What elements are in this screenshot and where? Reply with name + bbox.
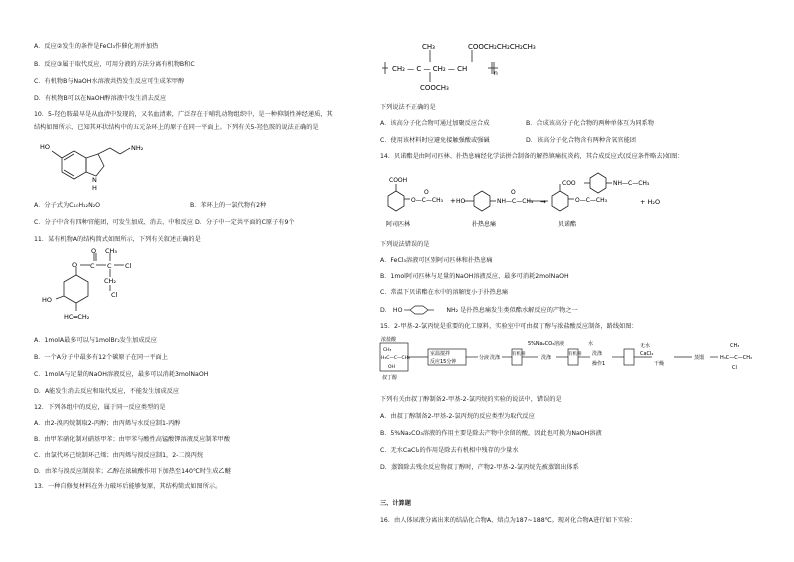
- flow-product-cl: Cl: [732, 365, 737, 371]
- q11-option-a: A．1molA最多可以与1molBr₂发生加成反应: [34, 337, 157, 344]
- q14-option-d-ho: HO: [392, 307, 403, 314]
- q10-stem-line2: 结构如图所示，已知其环状结构中的五元杂环上的原子在同一平面上。下列有关5-羟色胺的说法正确的是: [34, 124, 319, 131]
- q14-option-b: B．1mol阿司匹林与足量的NaOH溶液反应，最多可消耗2molNaOH: [380, 273, 569, 280]
- flow-organic1-label: 有机相: [512, 352, 526, 357]
- q11-option-d: D．A能发生消去反应和取代反应，不能发生加成反应: [34, 388, 180, 395]
- q13-polymer-diagram: [380, 40, 580, 102]
- flow-product-main: H₃C—C—CH₃: [720, 355, 753, 361]
- q10-option-b: B．苯环上的一氯代物有2种: [190, 202, 267, 209]
- q15-ask: 下列有关由叔丁醇制备2-甲基-2-氯丙烷的实验的说法中，错误的是: [380, 396, 562, 403]
- q14-arrow: →: [540, 198, 546, 206]
- flow-organic2-label: 有机相: [568, 352, 582, 357]
- flow-water-label: 水: [588, 341, 594, 347]
- q11-cl2-label: Cl: [111, 291, 118, 299]
- flow-tbuoh-label: 叔丁醇: [382, 375, 398, 381]
- q10-stem-line1: 10．5-羟色胺最早是从血清中发现的，又名血清素，广泛存在于哺乳动物组织中，是一种抑制性神经递质，其: [34, 111, 333, 118]
- q14-ester1-label: O—C—CH₃: [411, 197, 444, 204]
- q13-option-a: A．该高分子化合物可通过加聚反应合成: [380, 120, 490, 127]
- q14-cooh-label: COOH: [389, 177, 408, 184]
- q14-plus1-label: +: [450, 197, 456, 205]
- q14-option-d-ring-icon: [404, 305, 444, 315]
- q14-ask: 下列说法错误的是: [380, 241, 430, 248]
- q13-stem: 13．一种自修复材料在外力破坏后能够复原，其结构简式如图所示。: [34, 483, 222, 490]
- q14-o2-label: O: [511, 189, 516, 196]
- flow-wash1-label: 洗涤: [490, 355, 501, 361]
- q11-o1-label: O: [72, 261, 78, 269]
- q12-option-d: D．由苯与溴反应制溴苯；乙醇在浓硫酸作用下加热至140℃时生成乙醚: [34, 468, 231, 475]
- q12-option-a: A．由2-溴丙烷制取2-丙醇；由丙烯与水反应制1-丙醇: [34, 420, 181, 427]
- q11-structure-diagram: [34, 247, 154, 329]
- q14-o1-label: O: [424, 189, 429, 196]
- q13-option-d: D．该高分子化合物含有两种含氧官能团: [526, 137, 636, 144]
- q10-nh2-label: NH₂: [131, 144, 144, 152]
- q15-option-a: A．由叔丁醇制备2-甲基-2-氯丙烷的反应类型为取代反应: [380, 413, 535, 420]
- q12-option-c: C．由氯代环己烷制环己烯；由丙烯与溴反应制1，2-二溴丙烷: [34, 452, 204, 459]
- q11-c-label: C: [90, 262, 95, 270]
- flow-op1-label: 操作1: [592, 361, 606, 367]
- q9-option-a: A．反应②发生的条件是FeCl₃作催化剂并加热: [34, 43, 159, 50]
- q14-option-d-suffix: 是扑热息痛发生类似酯水解反应的产物之一: [460, 307, 578, 314]
- q14-option-d-nh2: NH₂: [446, 307, 459, 314]
- flow-anhydrous-label: 无水: [640, 343, 651, 349]
- flow-na2co3-label: 5%Na₂CO₃溶液: [528, 341, 565, 347]
- q13-option-c: C．使用该材料时应避免接触强酸或强碱: [380, 137, 490, 144]
- q9-option-c: C．有机物B与NaOH水溶液共热发生反应可生成苯甲醇: [34, 78, 185, 85]
- polymer-ch3-label: CH₃: [422, 43, 435, 51]
- polymer-ester-bottom-label: COOCH₃: [420, 84, 449, 92]
- q15-stem: 15．2-甲基-2-氯丙烷是重要的化工原料，实验室中可由叔丁醇与浓盐酸反应制备，路线如图：: [380, 323, 638, 330]
- flow-reactant-ch3: CH₃: [383, 348, 392, 353]
- q9-option-b: B．反应③属于取代反应，可用分液的方法分离有机物B和C: [34, 61, 195, 68]
- q14-stem: 14．贝诺酯是由阿司匹林、扑热息痛经化学法拼合制备的解热镇痛抗炎药，其合成反应式(反应条件略去)如图：: [380, 153, 684, 160]
- flow-hcl-label: 浓盐酸: [381, 337, 397, 343]
- polymer-main-chain-label: CH₂ — C — CH₂ — CH: [392, 65, 468, 73]
- flow-stir-label: 室温搅拌: [430, 351, 451, 357]
- q10-option-cd: C．分子中含有四种官能团，可发生加成、消去、中和反应 D．分子中一定共平面的C原子有9个: [34, 219, 295, 226]
- flow-cacl2-label: CaCl₂: [640, 351, 654, 357]
- q10-ho-label: HO: [40, 143, 51, 151]
- flow-separate-label: 分液: [479, 355, 490, 361]
- q14-option-d: [380, 305, 578, 315]
- q13-option-b: B．合成该高分子化合物的两种单体互为同系物: [526, 120, 654, 127]
- q10-option-a: A．分子式为C₁₀H₁₂N₂O: [34, 202, 101, 209]
- flow-distill-label: 蒸馏: [694, 355, 705, 361]
- flow-time-label: 反应15分钟: [430, 359, 457, 365]
- q11-cl1-label: Cl: [125, 262, 132, 270]
- q14-benorilate-label: 贝诺酯: [558, 221, 577, 228]
- q14-option-c: C．常温下贝诺酯在水中的溶解度小于扑热息痛: [380, 289, 509, 296]
- flow-reactant-oh: OH: [388, 365, 395, 370]
- q11-option-b: B．一个A分子中最多有12个碳原子在同一平面上: [34, 354, 168, 361]
- q10-h-label: H: [92, 184, 97, 192]
- q14-ester2-label: O—C—CH₃: [575, 197, 608, 204]
- q13-ask: 下列说法不正确的是: [380, 104, 436, 111]
- flow-wash2-label: 洗涤: [541, 355, 552, 361]
- q14-nh2-label: NH—C—CH₃: [613, 180, 650, 187]
- q15-option-c: C．无水CaCl₂的作用是除去有机相中残存的少量水: [380, 447, 519, 454]
- q14-coo-label: COO: [562, 180, 576, 187]
- q14-paracetamol-label: 扑热息痛: [472, 221, 497, 228]
- flow-dry-label: 干燥: [654, 361, 665, 367]
- q11-ch2-label: CH₂: [104, 277, 117, 285]
- flow-reactant-main: H₃C—C—CH₃: [381, 356, 410, 361]
- q11-ho-label: HO: [42, 296, 53, 304]
- q9-option-d: D．有机物B可以在NaOH醇溶液中发生消去反应: [34, 95, 167, 102]
- q14-plus-water-label: + H₂O: [640, 198, 661, 206]
- polymer-n-label: n: [494, 70, 498, 77]
- q14-option-a: A．FeCl₃溶液可区别阿司匹林和扑热息痛: [380, 257, 493, 264]
- q15-option-d: D．蒸馏除去残余反应物叔丁醇时，产物2-甲基-2-氯丙烷先被蒸馏出体系: [380, 464, 579, 471]
- flow-wash3-label: 洗涤: [592, 351, 603, 357]
- right-column: [378, 0, 758, 562]
- section-heading-calculation: 三、计算题: [380, 500, 411, 507]
- q14-aspirin-label: 阿司匹林: [386, 221, 411, 228]
- q16-stem: 16．由人体尿液分离出来的结晶化合物A，熔点为187~188℃。现对化合物A进行如下实验：: [380, 517, 637, 524]
- q12-option-b: B．由甲苯硝化制对硝基甲苯；由甲苯与酸性高锰酸钾溶液反应制苯甲酸: [34, 436, 231, 443]
- q10-n-label: N: [92, 176, 97, 184]
- q11-central-c-label: C: [107, 262, 112, 270]
- polymer-ester-top-label: COOCH₂CH₂CH₂CH₃: [468, 43, 536, 51]
- q11-vinyl-label: HC═CH₂: [64, 313, 90, 321]
- q11-stem: 11．某有机物A的结构简式如图所示，下列有关叙述正确的是: [34, 236, 201, 243]
- q15-flowchart: [378, 335, 770, 393]
- q15-option-b: B．5%Na₂CO₃溶液的作用主要是除去产物中余留的酸，因此也可换为NaOH溶液: [380, 430, 602, 437]
- q14-ho-label: HO: [456, 198, 466, 205]
- flow-product-ch3: CH₃: [730, 343, 740, 349]
- q12-stem: 12．下列各组中的反应，属于同一反应类型的是: [34, 404, 166, 411]
- q14-nh1-label: NH—C—CH₃: [497, 198, 534, 205]
- left-column: [0, 0, 380, 562]
- q11-option-c: C．1molA与足量的NaOH溶液反应，最多可以消耗3molNaOH: [34, 371, 209, 378]
- q11-o2-label: O: [91, 247, 97, 255]
- q11-ch3-label: CH₃: [105, 247, 118, 255]
- q10-structure-diagram: [34, 138, 144, 198]
- q14-reaction-diagram: [380, 166, 770, 234]
- q14-option-d-prefix: D．: [380, 307, 391, 314]
